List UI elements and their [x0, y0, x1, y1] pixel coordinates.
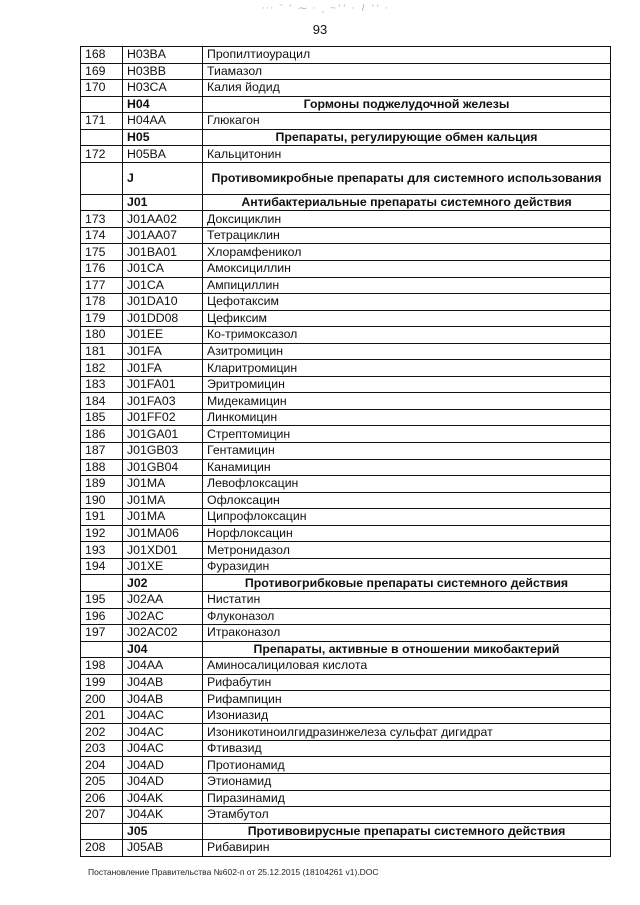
section-title-cell: Препараты, активные в отношении микобактерий: [203, 641, 611, 658]
row-number-cell: 203: [81, 740, 123, 757]
drug-name-cell: Эритромицин: [203, 376, 611, 393]
drug-name-cell: Этионамид: [203, 773, 611, 790]
atc-code-cell: J02AC02: [123, 625, 203, 642]
section-title-cell: Противогрибковые препараты системного действия: [203, 575, 611, 592]
row-number-cell: 173: [81, 211, 123, 228]
table-row: [81, 426, 611, 443]
row-number-cell: 197: [81, 625, 123, 642]
drug-name-cell: Канамицин: [203, 459, 611, 476]
table-row: [81, 327, 611, 344]
atc-code-cell: J04AK: [123, 807, 203, 824]
table-row: [81, 674, 611, 691]
section-title-cell: Препараты, регулирующие обмен кальция: [203, 129, 611, 146]
row-number-cell: 171: [81, 113, 123, 130]
atc-code-cell: J04AD: [123, 757, 203, 774]
document-footer: Постановление Правительства №602-п от 25.12.2015 (18104261 v1).DOC: [88, 867, 379, 877]
row-number-cell: 176: [81, 261, 123, 278]
table-row: [81, 807, 611, 824]
section-header-row: [81, 194, 611, 211]
section-header-row: [81, 641, 611, 658]
table-row: [81, 740, 611, 757]
drug-name-cell: Аминосалициловая кислота: [203, 658, 611, 675]
row-number-cell: 169: [81, 63, 123, 80]
row-number-cell: [81, 129, 123, 146]
row-number-cell: [81, 194, 123, 211]
atc-code-cell: J02AA: [123, 591, 203, 608]
row-number-cell: 208: [81, 840, 123, 857]
row-number-cell: 198: [81, 658, 123, 675]
row-number-cell: 196: [81, 608, 123, 625]
table-row: [81, 591, 611, 608]
atc-code-cell: H05: [123, 129, 203, 146]
row-number-cell: 185: [81, 409, 123, 426]
row-number-cell: 181: [81, 343, 123, 360]
row-number-cell: 186: [81, 426, 123, 443]
table-row: [81, 476, 611, 493]
drug-name-cell: Итраконазол: [203, 625, 611, 642]
section-title-cell: Антибактериальные препараты системного действия: [203, 194, 611, 211]
atc-code-cell: J01MA: [123, 509, 203, 526]
drug-name-cell: Фтивазид: [203, 740, 611, 757]
atc-code-cell: J01GA01: [123, 426, 203, 443]
section-title-cell: Гормоны поджелудочной железы: [203, 96, 611, 113]
row-number-cell: 193: [81, 542, 123, 559]
atc-code-cell: J01CA: [123, 277, 203, 294]
drug-name-cell: Цефотаксим: [203, 294, 611, 311]
table-row: [81, 343, 611, 360]
section-header-row: [81, 129, 611, 146]
drug-name-cell: Фуразидин: [203, 558, 611, 575]
row-number-cell: 174: [81, 227, 123, 244]
atc-code-cell: H03BB: [123, 63, 203, 80]
drug-name-cell: Рифампицин: [203, 691, 611, 708]
table-row: [81, 146, 611, 163]
atc-code-cell: J01XD01: [123, 542, 203, 559]
table-row: [81, 691, 611, 708]
table-row: [81, 658, 611, 675]
table-row: [81, 542, 611, 559]
table-row: [81, 757, 611, 774]
section-header-row: [81, 96, 611, 113]
drug-name-cell: Пиразинамид: [203, 790, 611, 807]
table-row: [81, 360, 611, 377]
atc-code-cell: J01GB03: [123, 443, 203, 460]
drug-name-cell: Норфлоксацин: [203, 525, 611, 542]
table-row: [81, 211, 611, 228]
row-number-cell: 199: [81, 674, 123, 691]
table-body: [81, 47, 611, 857]
atc-code-cell: J01MA06: [123, 525, 203, 542]
atc-code-cell: H03BA: [123, 47, 203, 64]
row-number-cell: [81, 575, 123, 592]
row-number-cell: 172: [81, 146, 123, 163]
atc-code-cell: J01EE: [123, 327, 203, 344]
row-number-cell: 168: [81, 47, 123, 64]
drug-name-cell: Глюкагон: [203, 113, 611, 130]
row-number-cell: 192: [81, 525, 123, 542]
atc-code-cell: J04: [123, 641, 203, 658]
drug-name-cell: Пропилтиоурацил: [203, 47, 611, 64]
scan-stamp-marks: ··· ˜ ‛ ⁓ · ¸ ~‛‛ · ⌇ ‛‛ ·: [262, 3, 390, 13]
row-number-cell: 189: [81, 476, 123, 493]
row-number-cell: 178: [81, 294, 123, 311]
atc-code-cell: J04AD: [123, 773, 203, 790]
row-number-cell: 170: [81, 80, 123, 97]
atc-code-cell: J01FA01: [123, 376, 203, 393]
table-row: [81, 509, 611, 526]
row-number-cell: 184: [81, 393, 123, 410]
table-row: [81, 790, 611, 807]
drug-name-cell: Этамбутол: [203, 807, 611, 824]
drug-name-cell: Стрептомицин: [203, 426, 611, 443]
table-row: [81, 393, 611, 410]
row-number-cell: 190: [81, 492, 123, 509]
section-header-row: [81, 162, 611, 194]
row-number-cell: 191: [81, 509, 123, 526]
section-title-cell: Противовирусные препараты системного действия: [203, 823, 611, 840]
atc-code-cell: H04: [123, 96, 203, 113]
drug-name-cell: Рибавирин: [203, 840, 611, 857]
row-number-cell: 195: [81, 591, 123, 608]
row-number-cell: 205: [81, 773, 123, 790]
atc-code-cell: H05BA: [123, 146, 203, 163]
drug-name-cell: Доксициклин: [203, 211, 611, 228]
atc-code-cell: J01XE: [123, 558, 203, 575]
atc-code-cell: J01FA03: [123, 393, 203, 410]
drug-name-cell: Амоксициллин: [203, 261, 611, 278]
atc-code-cell: J02: [123, 575, 203, 592]
row-number-cell: [81, 641, 123, 658]
table-row: [81, 409, 611, 426]
atc-code-cell: J01: [123, 194, 203, 211]
row-number-cell: 201: [81, 707, 123, 724]
section-title-cell: Противомикробные препараты для системного использования: [203, 162, 611, 194]
atc-code-cell: J01CA: [123, 261, 203, 278]
table-row: [81, 294, 611, 311]
drug-name-cell: Азитромицин: [203, 343, 611, 360]
table-row: [81, 47, 611, 64]
row-number-cell: 179: [81, 310, 123, 327]
drug-name-cell: Цефиксим: [203, 310, 611, 327]
drug-name-cell: Ко-тримоксазол: [203, 327, 611, 344]
drug-name-cell: Офлоксацин: [203, 492, 611, 509]
atc-code-cell: J01FA: [123, 360, 203, 377]
table-row: [81, 113, 611, 130]
drug-name-cell: Кальцитонин: [203, 146, 611, 163]
drug-name-cell: Рифабутин: [203, 674, 611, 691]
row-number-cell: 202: [81, 724, 123, 741]
row-number-cell: 200: [81, 691, 123, 708]
atc-code-cell: H03CA: [123, 80, 203, 97]
table-row: [81, 227, 611, 244]
table-row: [81, 608, 611, 625]
drug-name-cell: Тетрациклин: [203, 227, 611, 244]
atc-code-cell: J02AC: [123, 608, 203, 625]
row-number-cell: 187: [81, 443, 123, 460]
row-number-cell: 194: [81, 558, 123, 575]
drug-name-cell: Метронидазол: [203, 542, 611, 559]
table-row: [81, 492, 611, 509]
table-row: [81, 244, 611, 261]
row-number-cell: [81, 823, 123, 840]
row-number-cell: 207: [81, 807, 123, 824]
section-header-row: [81, 823, 611, 840]
atc-code-cell: H04AA: [123, 113, 203, 130]
atc-code-cell: J01MA: [123, 492, 203, 509]
drug-name-cell: Мидекамицин: [203, 393, 611, 410]
drug-name-cell: Изониазид: [203, 707, 611, 724]
atc-code-cell: J01BA01: [123, 244, 203, 261]
section-header-row: [81, 575, 611, 592]
drug-name-cell: Ципрофлоксацин: [203, 509, 611, 526]
atc-code-cell: J01AA07: [123, 227, 203, 244]
drug-name-cell: Флуконазол: [203, 608, 611, 625]
table-row: [81, 724, 611, 741]
drug-name-cell: Изоникотиноилгидразинжелеза сульфат дигидрат: [203, 724, 611, 741]
atc-code-cell: J01FA: [123, 343, 203, 360]
atc-code-cell: J01DA10: [123, 294, 203, 311]
page-number: 93: [312, 22, 328, 37]
drug-name-cell: Ампициллин: [203, 277, 611, 294]
atc-code-cell: J04AB: [123, 691, 203, 708]
atc-code-cell: J01AA02: [123, 211, 203, 228]
row-number-cell: 206: [81, 790, 123, 807]
row-number-cell: 177: [81, 277, 123, 294]
atc-code-cell: J04AB: [123, 674, 203, 691]
atc-code-cell: J: [123, 162, 203, 194]
table-row: [81, 525, 611, 542]
atc-code-cell: J04AA: [123, 658, 203, 675]
table-row: [81, 707, 611, 724]
drug-name-cell: Линкомицин: [203, 409, 611, 426]
atc-code-cell: J05AB: [123, 840, 203, 857]
row-number-cell: [81, 162, 123, 194]
atc-code-cell: J04AK: [123, 790, 203, 807]
atc-code-cell: J04AC: [123, 707, 203, 724]
table-row: [81, 459, 611, 476]
drug-name-cell: Хлорамфеникол: [203, 244, 611, 261]
atc-code-cell: J01MA: [123, 476, 203, 493]
row-number-cell: [81, 96, 123, 113]
atc-code-cell: J01GB04: [123, 459, 203, 476]
row-number-cell: 175: [81, 244, 123, 261]
drug-name-cell: Кларитромицин: [203, 360, 611, 377]
atc-code-cell: J04AC: [123, 740, 203, 757]
row-number-cell: 183: [81, 376, 123, 393]
row-number-cell: 180: [81, 327, 123, 344]
row-number-cell: 204: [81, 757, 123, 774]
table-row: [81, 277, 611, 294]
drug-name-cell: Протионамид: [203, 757, 611, 774]
table-row: [81, 310, 611, 327]
row-number-cell: 182: [81, 360, 123, 377]
drug-name-cell: Калия йодид: [203, 80, 611, 97]
atc-code-cell: J05: [123, 823, 203, 840]
table-row: [81, 261, 611, 278]
drug-name-cell: Нистатин: [203, 591, 611, 608]
table-row: [81, 840, 611, 857]
atc-code-cell: J04AC: [123, 724, 203, 741]
table-row: [81, 773, 611, 790]
table-row: [81, 80, 611, 97]
row-number-cell: 188: [81, 459, 123, 476]
drug-name-cell: Левофлоксацин: [203, 476, 611, 493]
table-row: [81, 443, 611, 460]
table-row: [81, 625, 611, 642]
atc-code-cell: J01FF02: [123, 409, 203, 426]
atc-code-cell: J01DD08: [123, 310, 203, 327]
drug-name-cell: Гентамицин: [203, 443, 611, 460]
table-row: [81, 63, 611, 80]
table-row: [81, 376, 611, 393]
drug-list-table: [80, 46, 611, 857]
drug-name-cell: Тиамазол: [203, 63, 611, 80]
table-row: [81, 558, 611, 575]
